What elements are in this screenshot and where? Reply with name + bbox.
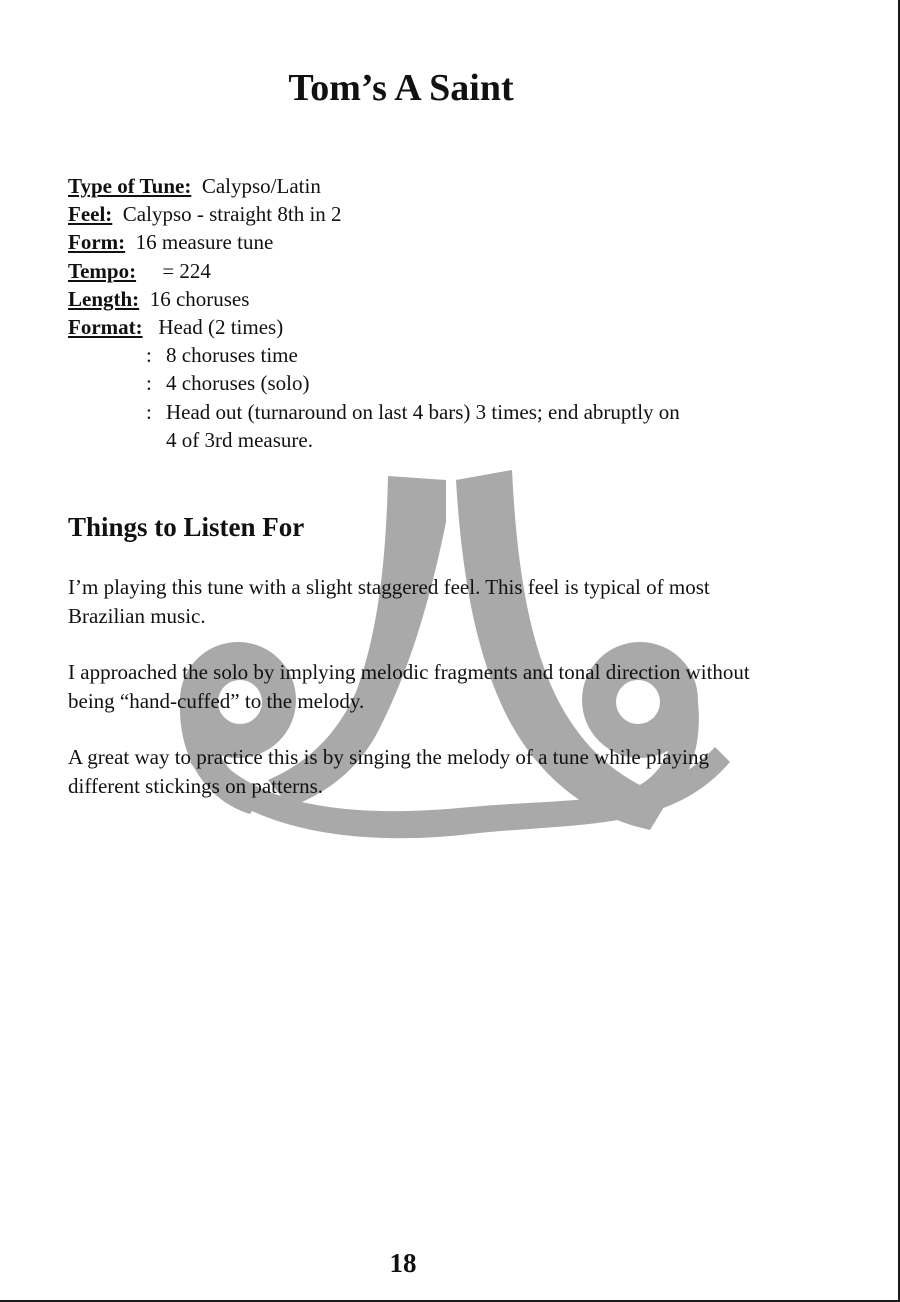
page-number: 18 [389,1248,417,1278]
page-title: Tom’s A Saint [288,67,514,109]
type-of-tune-label: Type of Tune: [68,174,192,198]
format-continuation: 4 of 3rd measure. [166,427,313,452]
format-colon: : [146,399,152,424]
length-row [68,285,788,313]
tempo-row [68,257,788,285]
feel-label: Feel: [68,202,113,227]
feel-value: Calypso - straight 8th in 2 [122,202,342,227]
format-item [68,369,788,397]
tempo-value: = 224 [162,258,211,283]
form-row [68,228,788,256]
format-colon: : [146,343,152,368]
format-line-1: Head (2 times) [158,315,284,340]
format-colon: : [146,371,152,396]
form-label: Form: [68,230,126,255]
format-line-2: 8 choruses time [166,343,298,368]
section-heading: Things to Listen For [68,512,305,542]
format-row [68,313,788,341]
format-line-4: Head out (turnaround on last 4 bars) 3 times; end abruptly on [166,399,680,424]
type-of-tune-row [68,172,788,200]
form-value: 16 measure tune [135,230,274,255]
paragraph-3: A great way to practice this is by singing the melody of a tune while playing different stickings on patterns. [68,745,709,798]
paragraph-2: I approached the solo by implying melodic fragments and tonal direction without being “hand-cuffed” to the melody. [68,660,750,713]
format-label: Format: [68,315,143,340]
type-of-tune-value: Calypso/Latin [201,174,321,198]
paragraph-1: I’m playing this tune with a slight staggered feel. This feel is typical of most Brazilian music. [68,575,710,628]
length-value: 16 choruses [149,286,250,311]
format-line-3: 4 choruses (solo) [166,371,310,396]
length-label: Length: [68,286,140,311]
format-item [68,398,788,426]
tune-info-block [68,172,788,454]
tempo-label: Tempo: [68,258,137,283]
feel-row [68,200,788,228]
format-item [68,341,788,369]
